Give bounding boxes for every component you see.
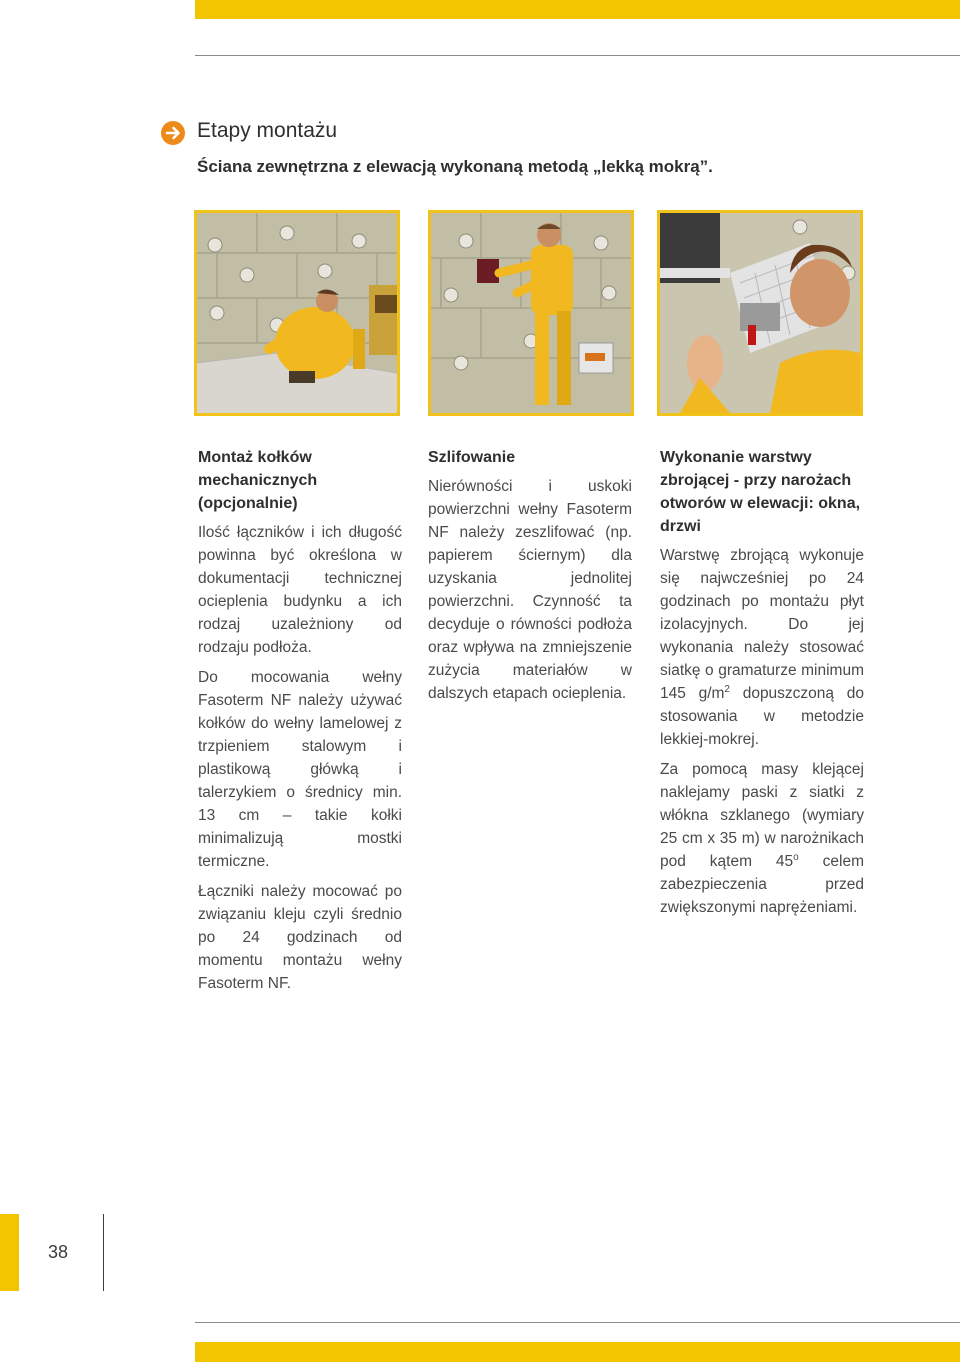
column-sanding (428, 446, 632, 712)
bottom-accent-bar (195, 1342, 960, 1362)
arrow-right-circle-icon (160, 120, 186, 146)
column-heading: Wykonanie warstwy zbrojącej - przy narożach otworów w elewacji: okna, drzwi (660, 449, 861, 535)
column-dowels (198, 446, 402, 1002)
worker-mounting-dowels-photo (194, 210, 400, 416)
paragraph: Łączniki należy mocować po związaniu kleju czyli średnio po 24 godzinach od momentu montażu wełny Fasoterm NF. (198, 883, 402, 992)
paragraph: Do mocowania wełny Fasoterm NF należy używać kołków do wełny lamelowej z trzpieniem stalowym i plastikową główką i talerzykiem o średnicy min. 13 cm – takie kołki minimalizują mostki termiczne. (198, 669, 402, 870)
column-heading: Szlifowanie (428, 449, 516, 466)
column-reinforcing-layer (660, 446, 864, 926)
worker-sanding-wall-photo (428, 210, 634, 416)
paragraph: Nierówności i uskoki powierzchni wełny Fasoterm NF należy zeszlifować (np. papierem ściernym) dla uzyskania jednolitej powierzchni. Czynność ta decyduje o równości podłoża oraz wpływa na zmniejszenie zużycia materiałów w dalszych etapach ocieplenia. (428, 478, 632, 702)
bottom-rule (195, 1322, 960, 1323)
section-subtitle: Ściana zewnętrzna z elewacją wykonaną metodą „lekką mokrą”. (197, 157, 713, 176)
paragraph: Warstwę zbrojącą wykonuje się najwcześniej po 24 godzinach po montażu płyt izolacyjnych. Do jej wykonania należy stosować siatkę o gramaturze minimum 145 $g/m^2$ dopuszczoną do stosowania w metodzie lekkiej-mokrej. (660, 547, 864, 748)
column-heading: Montaż kołków mechanicznych (opcjonalnie) (198, 449, 318, 512)
section-title: Etapy montażu (197, 119, 338, 142)
top-accent-bar (195, 0, 960, 19)
top-rule (195, 55, 960, 56)
paragraph: Ilość łączników i ich długość powinna być określona w dokumentacji technicznej ocieplenia budynku a ich rodzaj uzależniony od rodzaju podłoża. (198, 524, 402, 656)
page-tab-accent (0, 1214, 19, 1291)
page-number-divider (103, 1214, 104, 1291)
page-number: 38 (48, 1242, 69, 1262)
paragraph: Za pomocą masy klejącej naklejamy paski z siatki z włókna szklanego (wymiary 25 cm x 35 m) w narożnikach pod kątem 45$^o$ celem zabezpieczenia przed zwiększonymi naprężeniami. (660, 761, 864, 916)
worker-applying-mesh-photo (657, 210, 863, 416)
